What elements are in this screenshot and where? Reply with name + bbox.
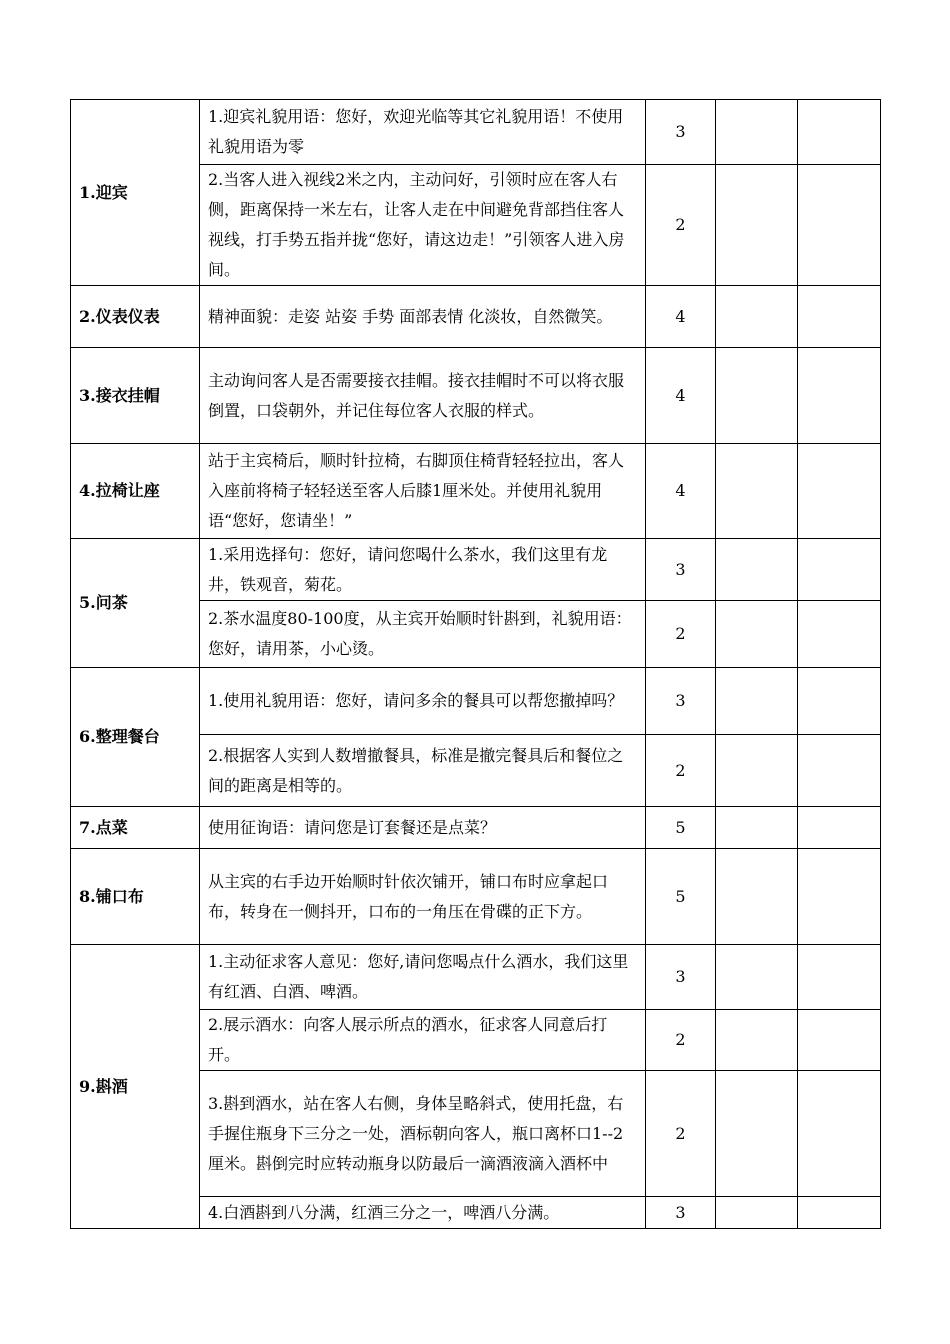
score-value: 4 — [646, 444, 716, 539]
item-name: 3.接衣挂帽 — [71, 348, 200, 444]
score-value: 3 — [646, 668, 716, 735]
criterion-text: 从主宾的右手边开始顺时针依次铺开，铺口布时应拿起口布，转身在一侧抖开，口布的一角压在骨碟的正下方。 — [200, 849, 646, 945]
blank-cell — [716, 286, 798, 348]
criterion-text: 1.迎宾礼貌用语：您好，欢迎光临等其它礼貌用语！不使用礼貌用语为零 — [200, 100, 646, 165]
item-name: 8.铺口布 — [71, 849, 200, 945]
score-value: 3 — [646, 100, 716, 165]
blank-cell — [798, 1197, 881, 1229]
item-name: 2.仪表仪表 — [71, 286, 200, 348]
criterion-text: 1.采用选择句：您好，请问您喝什么茶水，我们这里有龙井，铁观音，菊花。 — [200, 539, 646, 601]
blank-cell — [798, 601, 881, 668]
blank-cell — [716, 807, 798, 849]
blank-cell — [716, 1071, 798, 1197]
blank-cell — [716, 100, 798, 165]
table-row — [71, 945, 881, 1010]
blank-cell — [716, 601, 798, 668]
score-value: 3 — [646, 1197, 716, 1229]
blank-cell — [716, 849, 798, 945]
table-row — [71, 668, 881, 735]
blank-cell — [798, 165, 881, 286]
criterion-text: 主动询问客人是否需要接衣挂帽。接衣挂帽时不可以将衣服倒置，口袋朝外，并记住每位客人衣服的样式。 — [200, 348, 646, 444]
item-name: 6.整理餐台 — [71, 668, 200, 807]
score-value: 2 — [646, 601, 716, 668]
blank-cell — [798, 100, 881, 165]
criterion-text: 1.主动征求客人意见：您好,请问您喝点什么酒水，我们这里有红酒、白酒、啤酒。 — [200, 945, 646, 1010]
score-value: 4 — [646, 286, 716, 348]
item-name: 9.斟酒 — [71, 945, 200, 1229]
blank-cell — [716, 348, 798, 444]
blank-cell — [716, 1197, 798, 1229]
criterion-text: 站于主宾椅后，顺时针拉椅，右脚顶住椅背轻轻拉出，客人入座前将椅子轻轻送至客人后膝1厘米处。并使用礼貌用语“您好，您请坐！” — [200, 444, 646, 539]
blank-cell — [798, 348, 881, 444]
blank-cell — [716, 668, 798, 735]
criterion-text: 4.白酒斟到八分满，红酒三分之一，啤酒八分满。 — [200, 1197, 646, 1229]
blank-cell — [716, 945, 798, 1010]
score-value: 3 — [646, 945, 716, 1010]
table-row — [71, 539, 881, 601]
blank-cell — [798, 945, 881, 1010]
criterion-text: 1.使用礼貌用语：您好，请问多余的餐具可以帮您撤掉吗？ — [200, 668, 646, 735]
item-name: 1.迎宾 — [71, 100, 200, 286]
score-value: 2 — [646, 1071, 716, 1197]
table-row — [71, 286, 881, 348]
criterion-text: 使用征询语：请问您是订套餐还是点菜？ — [200, 807, 646, 849]
blank-cell — [716, 444, 798, 539]
table-row — [71, 444, 881, 539]
blank-cell — [798, 1071, 881, 1197]
table-row — [71, 348, 881, 444]
score-value: 2 — [646, 735, 716, 807]
blank-cell — [798, 286, 881, 348]
blank-cell — [798, 849, 881, 945]
criterion-text: 3.斟到酒水，站在客人右侧，身体呈略斜式，使用托盘，右手握住瓶身下三分之一处，酒标朝向客人，瓶口离杯口1--2厘米。斟倒完时应转动瓶身以防最后一滴酒液滴入酒杯中 — [200, 1071, 646, 1197]
blank-cell — [716, 165, 798, 286]
blank-cell — [798, 539, 881, 601]
criterion-text: 2.展示酒水：向客人展示所点的酒水，征求客人同意后打开。 — [200, 1010, 646, 1071]
table-row — [71, 100, 881, 165]
criterion-text: 2.根据客人实到人数增撤餐具，标准是撤完餐具后和餐位之间的距离是相等的。 — [200, 735, 646, 807]
table-row — [71, 807, 881, 849]
score-value: 2 — [646, 165, 716, 286]
blank-cell — [798, 668, 881, 735]
criterion-text: 精神面貌：走姿 站姿 手势 面部表情 化淡妆，自然微笑。 — [200, 286, 646, 348]
blank-cell — [798, 735, 881, 807]
table-row — [71, 849, 881, 945]
blank-cell — [798, 807, 881, 849]
score-value: 5 — [646, 849, 716, 945]
blank-cell — [716, 1010, 798, 1071]
score-value: 4 — [646, 348, 716, 444]
item-name: 5.问茶 — [71, 539, 200, 668]
blank-cell — [716, 735, 798, 807]
blank-cell — [798, 444, 881, 539]
item-name: 7.点菜 — [71, 807, 200, 849]
evaluation-table — [70, 99, 881, 1229]
blank-cell — [716, 539, 798, 601]
item-name: 4.拉椅让座 — [71, 444, 200, 539]
score-value: 5 — [646, 807, 716, 849]
blank-cell — [798, 1010, 881, 1071]
score-value: 3 — [646, 539, 716, 601]
score-value: 2 — [646, 1010, 716, 1071]
criterion-text: 2.当客人进入视线2米之内，主动问好，引领时应在客人右侧，距离保持一米左右，让客人走在中间避免背部挡住客人视线，打手势五指并拢“您好，请这边走！”引领客人进入房间。 — [200, 165, 646, 286]
criterion-text: 2.茶水温度80-100度，从主宾开始顺时针斟到，礼貌用语：您好，请用茶，小心烫。 — [200, 601, 646, 668]
